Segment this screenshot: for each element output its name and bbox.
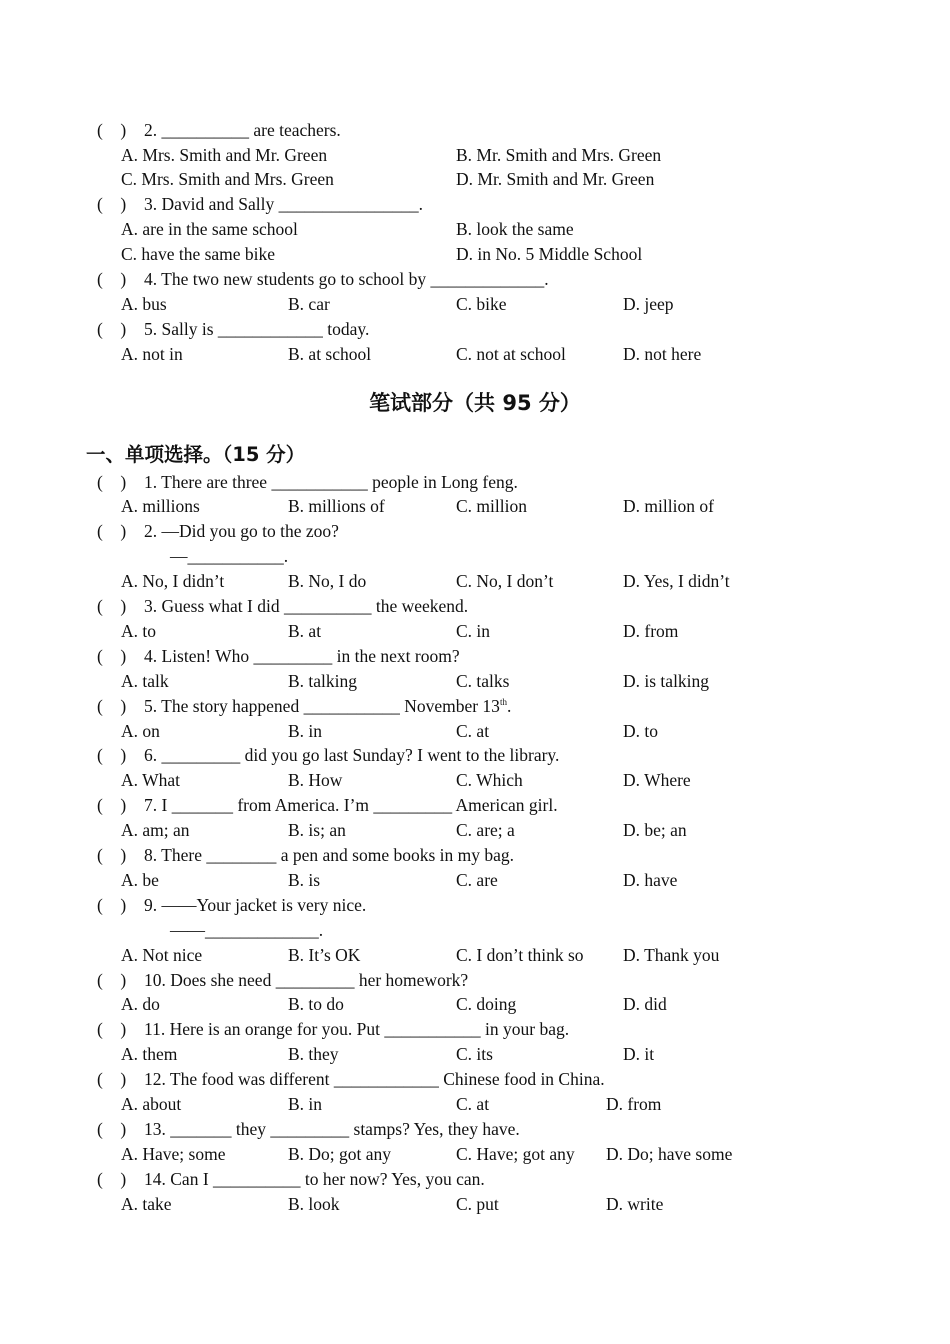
- option-d: D. in No. 5 Middle School: [456, 244, 643, 264]
- answer-parentheses: ( ): [97, 1069, 127, 1089]
- option-d: D. is talking: [623, 671, 710, 691]
- option-c: C. No, I don’t: [456, 571, 554, 591]
- answer-parentheses: ( ): [97, 745, 127, 765]
- option-b: B. is; an: [288, 820, 346, 840]
- option-a: A. to: [121, 621, 156, 641]
- answer-parentheses: ( ): [97, 120, 127, 140]
- question-stem: 14. Can I __________ to her now? Yes, you can.: [144, 1169, 485, 1189]
- option-b: B. at: [288, 621, 322, 641]
- option-d: D. Yes, I didn’t: [623, 571, 730, 591]
- option-c: C. not at school: [456, 344, 566, 364]
- question-stem: 10. Does she need _________ her homework?: [144, 970, 469, 990]
- section-1-title: 一、单项选择。（15 分）: [86, 443, 306, 466]
- answer-parentheses: ( ): [97, 970, 127, 990]
- answer-parentheses: ( ): [97, 472, 127, 492]
- answer-parentheses: ( ): [97, 1169, 127, 1189]
- question-stem: 13. _______ they _________ stamps? Yes, they have.: [144, 1119, 520, 1139]
- option-c: C. put: [456, 1194, 499, 1214]
- stem-text: 5. The story happened ___________ November 13: [144, 696, 500, 716]
- stem-end: .: [506, 696, 512, 716]
- option-b: B. look the same: [456, 219, 574, 239]
- answer-blank: ——_____________.: [170, 920, 324, 940]
- option-a: A. take: [121, 1194, 172, 1214]
- answer-parentheses: ( ): [97, 845, 127, 865]
- option-a: A. bus: [121, 294, 167, 314]
- option-a: A. about: [121, 1094, 182, 1114]
- option-c: C. Have; got any: [456, 1144, 575, 1164]
- question-stem: [144, 694, 511, 718]
- answer-blank: —___________.: [170, 546, 289, 566]
- option-c: C. its: [456, 1044, 493, 1064]
- option-d: D. did: [623, 994, 667, 1014]
- option-c: C. Mrs. Smith and Mrs. Green: [121, 169, 334, 189]
- question-stem: 2. __________ are teachers.: [144, 120, 341, 140]
- option-d: D. Thank you: [623, 945, 720, 965]
- option-c: C. are: [456, 870, 498, 890]
- answer-parentheses: ( ): [97, 319, 127, 339]
- option-b: B. No, I do: [288, 571, 367, 591]
- option-a: A. What: [121, 770, 180, 790]
- question-stem: 3. Guess what I did __________ the weekend.: [144, 596, 469, 616]
- option-a: A. am; an: [121, 820, 190, 840]
- option-a: A. do: [121, 994, 160, 1014]
- option-a: A. Have; some: [121, 1144, 226, 1164]
- option-c: C. bike: [456, 294, 507, 314]
- option-d: D. Where: [623, 770, 691, 790]
- answer-parentheses: ( ): [97, 1019, 127, 1039]
- option-b: B. car: [288, 294, 330, 314]
- option-c: C. are; a: [456, 820, 515, 840]
- answer-parentheses: ( ): [97, 895, 127, 915]
- answer-parentheses: ( ): [97, 646, 127, 666]
- option-c: C. in: [456, 621, 491, 641]
- option-d: D. it: [623, 1044, 655, 1064]
- question-stem: 6. _________ did you go last Sunday? I went to the library.: [144, 745, 560, 765]
- question-stem: 11. Here is an orange for you. Put ___________ in your bag.: [144, 1019, 570, 1039]
- option-b: B. is: [288, 870, 321, 890]
- ordinal-suffix: th: [499, 697, 507, 707]
- answer-parentheses: ( ): [97, 194, 127, 214]
- option-a: A. be: [121, 870, 159, 890]
- option-d: D. from: [606, 1094, 662, 1114]
- option-b: B. they: [288, 1044, 339, 1064]
- option-a: A. millions: [121, 496, 200, 516]
- option-d: D. have: [623, 870, 678, 890]
- option-d: D. Do; have some: [606, 1144, 733, 1164]
- option-a: A. No, I didn’t: [121, 571, 225, 591]
- answer-parentheses: ( ): [97, 696, 127, 716]
- option-a: A. are in the same school: [121, 219, 298, 239]
- option-a: A. on: [121, 721, 160, 741]
- option-b: B. in: [288, 1094, 323, 1114]
- option-b: B. to do: [288, 994, 344, 1014]
- answer-parentheses: ( ): [97, 1119, 127, 1139]
- question-stem: 5. Sally is ____________ today.: [144, 319, 370, 339]
- option-a: A. talk: [121, 671, 169, 691]
- option-a: A. Mrs. Smith and Mr. Green: [121, 145, 328, 165]
- option-d: D. to: [623, 721, 658, 741]
- option-a: A. Not nice: [121, 945, 203, 965]
- option-d: D. not here: [623, 344, 702, 364]
- option-b: B. How: [288, 770, 343, 790]
- answer-parentheses: ( ): [97, 521, 127, 541]
- question-stem: 2. —Did you go to the zoo?: [144, 521, 339, 541]
- option-d: D. write: [606, 1194, 664, 1214]
- option-b: B. at school: [288, 344, 372, 364]
- answer-parentheses: ( ): [97, 795, 127, 815]
- option-b: B. Mr. Smith and Mrs. Green: [456, 145, 662, 165]
- question-stem: 8. There ________ a pen and some books in my bag.: [144, 845, 515, 865]
- option-d: D. million of: [623, 496, 714, 516]
- option-c: C. doing: [456, 994, 517, 1014]
- option-b: B. It’s OK: [288, 945, 361, 965]
- question-stem: 3. David and Sally ________________.: [144, 194, 424, 214]
- option-c: C. million: [456, 496, 527, 516]
- question-stem: 1. There are three ___________ people in Long feng.: [144, 472, 518, 492]
- answer-parentheses: ( ): [97, 269, 127, 289]
- option-d: D. from: [623, 621, 679, 641]
- option-c: C. talks: [456, 671, 510, 691]
- option-c: C. I don’t think so: [456, 945, 584, 965]
- question-stem: 4. Listen! Who _________ in the next room?: [144, 646, 460, 666]
- question-stem: 12. The food was different ____________ Chinese food in China.: [144, 1069, 605, 1089]
- question-stem: 7. I _______ from America. I’m _________ American girl.: [144, 795, 558, 815]
- written-part-title: 笔试部分（共 95 分）: [369, 391, 581, 415]
- option-a: A. not in: [121, 344, 183, 364]
- option-c: C. at: [456, 721, 490, 741]
- answer-parentheses: ( ): [97, 596, 127, 616]
- option-d: D. Mr. Smith and Mr. Green: [456, 169, 655, 189]
- option-b: B. talking: [288, 671, 358, 691]
- question-stem: 9. ——Your jacket is very nice.: [144, 895, 367, 915]
- question-stem: 4. The two new students go to school by _____________.: [144, 269, 549, 289]
- option-c: C. Which: [456, 770, 523, 790]
- option-d: D. jeep: [623, 294, 674, 314]
- option-c: C. at: [456, 1094, 490, 1114]
- option-b: B. millions of: [288, 496, 385, 516]
- option-b: B. in: [288, 721, 323, 741]
- option-d: D. be; an: [623, 820, 687, 840]
- option-a: A. them: [121, 1044, 178, 1064]
- option-b: B. Do; got any: [288, 1144, 392, 1164]
- option-b: B. look: [288, 1194, 340, 1214]
- option-c: C. have the same bike: [121, 244, 276, 264]
